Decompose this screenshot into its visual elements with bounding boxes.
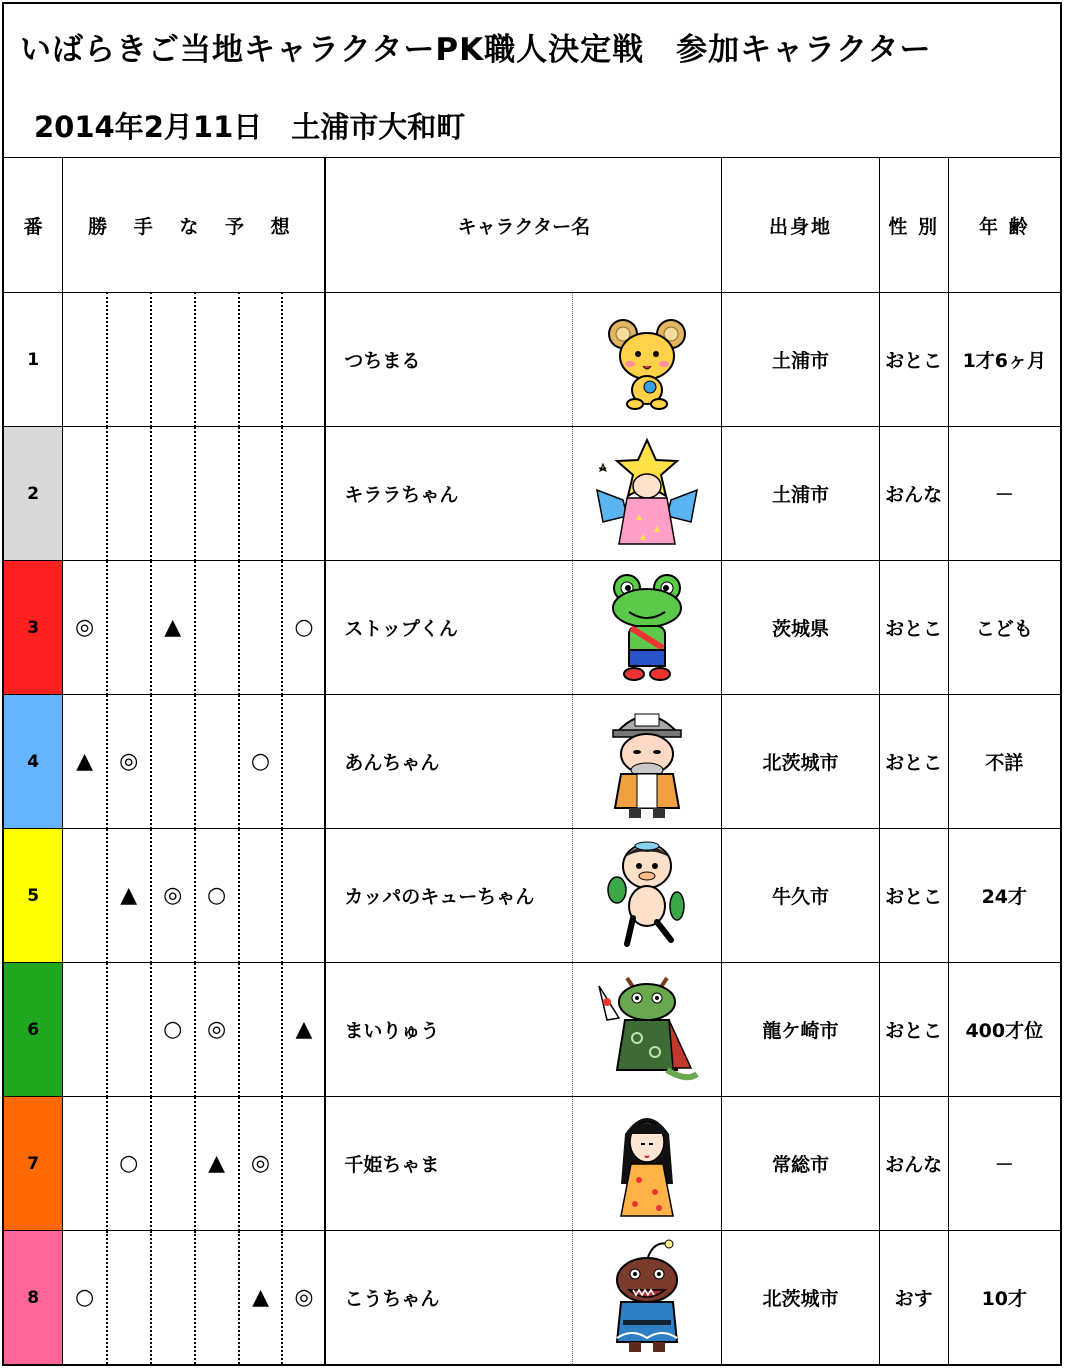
dragon-character-icon — [587, 968, 707, 1092]
table-row — [4, 695, 1060, 829]
col-number-header: 番 — [4, 158, 63, 293]
age-cell: 24才 — [948, 829, 1060, 963]
character-rows — [4, 293, 1060, 1365]
gender-cell: おとこ — [879, 695, 948, 829]
page-title: いばらきご当地キャラクターPK職人決定戦 参加キャラクター — [20, 32, 932, 68]
prediction-mark — [195, 561, 239, 695]
kappa-character-icon — [587, 834, 707, 958]
kirara-star-character-icon — [587, 432, 707, 556]
table-row — [4, 293, 1060, 427]
row-number-cell: 5 — [4, 829, 63, 963]
prediction-mark: ○ — [195, 829, 239, 963]
anglerfish-character-icon — [587, 1236, 707, 1360]
character-illustration-cell — [573, 293, 722, 427]
prediction-mark: ▲ — [151, 561, 195, 695]
prediction-mark — [63, 293, 107, 427]
character-illustration-cell — [573, 695, 722, 829]
prediction-mark: ▲ — [195, 1097, 239, 1231]
prediction-mark — [195, 427, 239, 561]
row-number-cell: 2 — [4, 427, 63, 561]
table-row — [4, 829, 1060, 963]
prediction-mark — [239, 427, 283, 561]
gender-cell: おす — [879, 1231, 948, 1365]
prediction-mark — [107, 293, 151, 427]
row-number-cell: 8 — [4, 1231, 63, 1365]
prediction-mark — [282, 695, 325, 829]
row-number-cell: 7 — [4, 1097, 63, 1231]
gender-cell: おんな — [879, 1097, 948, 1231]
prediction-mark: ◎ — [107, 695, 151, 829]
character-illustration-cell — [573, 561, 722, 695]
hometown-cell: 牛久市 — [722, 829, 880, 963]
row-number-cell: 3 — [4, 561, 63, 695]
prediction-mark: ▲ — [107, 829, 151, 963]
gender-cell: おとこ — [879, 963, 948, 1097]
character-name: まいりゅう — [325, 963, 572, 1097]
table-row — [4, 1097, 1060, 1231]
prediction-mark — [151, 1097, 195, 1231]
prediction-mark: ▲ — [282, 963, 325, 1097]
prediction-mark — [107, 1231, 151, 1365]
prediction-mark — [282, 1097, 325, 1231]
prediction-mark: ○ — [107, 1097, 151, 1231]
tsuchimaru-character-icon — [587, 298, 707, 422]
character-name: カッパのキューちゃん — [325, 829, 572, 963]
prediction-mark — [195, 1231, 239, 1365]
character-name: 千姫ちゃま — [325, 1097, 572, 1231]
hometown-cell: 常総市 — [722, 1097, 880, 1231]
prediction-mark: ◎ — [195, 963, 239, 1097]
prediction-mark: ○ — [239, 695, 283, 829]
frog-character-icon — [587, 566, 707, 690]
hometown-cell: 北茨城市 — [722, 695, 880, 829]
gender-cell: おんな — [879, 427, 948, 561]
table-row — [4, 1231, 1060, 1365]
row-number-cell: 1 — [4, 293, 63, 427]
prediction-mark — [63, 829, 107, 963]
prediction-mark: ◎ — [63, 561, 107, 695]
hometown-cell: 北茨城市 — [722, 1231, 880, 1365]
prediction-mark: ▲ — [239, 1231, 283, 1365]
prediction-mark — [239, 963, 283, 1097]
prediction-mark — [151, 695, 195, 829]
table-header-row — [4, 158, 1060, 293]
character-illustration-cell — [573, 829, 722, 963]
age-cell: － — [948, 427, 1060, 561]
age-cell: 400才位 — [948, 963, 1060, 1097]
prediction-mark: ◎ — [239, 1097, 283, 1231]
prediction-mark — [63, 427, 107, 561]
prediction-mark: ○ — [282, 561, 325, 695]
prediction-mark: ○ — [63, 1231, 107, 1365]
table-row — [4, 963, 1060, 1097]
prediction-mark: ◎ — [282, 1231, 325, 1365]
age-cell: － — [948, 1097, 1060, 1231]
character-illustration-cell — [573, 1231, 722, 1365]
character-illustration-cell — [573, 963, 722, 1097]
prediction-mark — [107, 427, 151, 561]
princess-character-icon — [587, 1102, 707, 1226]
character-name: あんちゃん — [325, 695, 572, 829]
hometown-cell: 茨城県 — [722, 561, 880, 695]
character-illustration-cell — [573, 1097, 722, 1231]
prediction-mark — [63, 963, 107, 1097]
old-man-cap-character-icon — [587, 700, 707, 824]
hometown-cell: 龍ケ崎市 — [722, 963, 880, 1097]
age-cell: 不詳 — [948, 695, 1060, 829]
row-number-cell: 4 — [4, 695, 63, 829]
age-cell: こども — [948, 561, 1060, 695]
prediction-mark — [63, 1097, 107, 1231]
prediction-mark — [107, 561, 151, 695]
prediction-mark — [282, 293, 325, 427]
prediction-mark — [239, 293, 283, 427]
prediction-mark — [107, 963, 151, 1097]
prediction-mark — [239, 829, 283, 963]
character-name: こうちゃん — [325, 1231, 572, 1365]
age-cell: 1才6ヶ月 — [948, 293, 1060, 427]
prediction-mark — [151, 427, 195, 561]
character-name: ストップくん — [325, 561, 572, 695]
prediction-mark: ▲ — [63, 695, 107, 829]
col-hometown-header: 出身地 — [722, 158, 880, 293]
gender-cell: おとこ — [879, 561, 948, 695]
event-date-place: 2014年2月11日 土浦市大和町 — [34, 110, 466, 144]
prediction-mark — [239, 561, 283, 695]
row-number-cell: 6 — [4, 963, 63, 1097]
gender-cell: おとこ — [879, 829, 948, 963]
col-age-header: 年 齢 — [948, 158, 1060, 293]
prediction-mark — [282, 427, 325, 561]
prediction-mark: ◎ — [151, 829, 195, 963]
age-cell: 10才 — [948, 1231, 1060, 1365]
prediction-mark — [282, 829, 325, 963]
prediction-mark: ○ — [151, 963, 195, 1097]
pk-roster-sheet — [2, 2, 1062, 1366]
character-illustration-cell — [573, 427, 722, 561]
table-row — [4, 561, 1060, 695]
table-row — [4, 427, 1060, 561]
prediction-mark — [195, 293, 239, 427]
character-name: つちまる — [325, 293, 572, 427]
prediction-mark — [151, 293, 195, 427]
hometown-cell: 土浦市 — [722, 293, 880, 427]
gender-cell: おとこ — [879, 293, 948, 427]
col-name-header: キャラクター名 — [325, 158, 721, 293]
col-prediction-header: 勝 手 な 予 想 — [63, 158, 326, 293]
hometown-cell: 土浦市 — [722, 427, 880, 561]
prediction-mark — [195, 695, 239, 829]
character-name: キララちゃん — [325, 427, 572, 561]
prediction-mark — [151, 1231, 195, 1365]
character-table — [4, 157, 1060, 1364]
col-gender-header: 性 別 — [879, 158, 948, 293]
